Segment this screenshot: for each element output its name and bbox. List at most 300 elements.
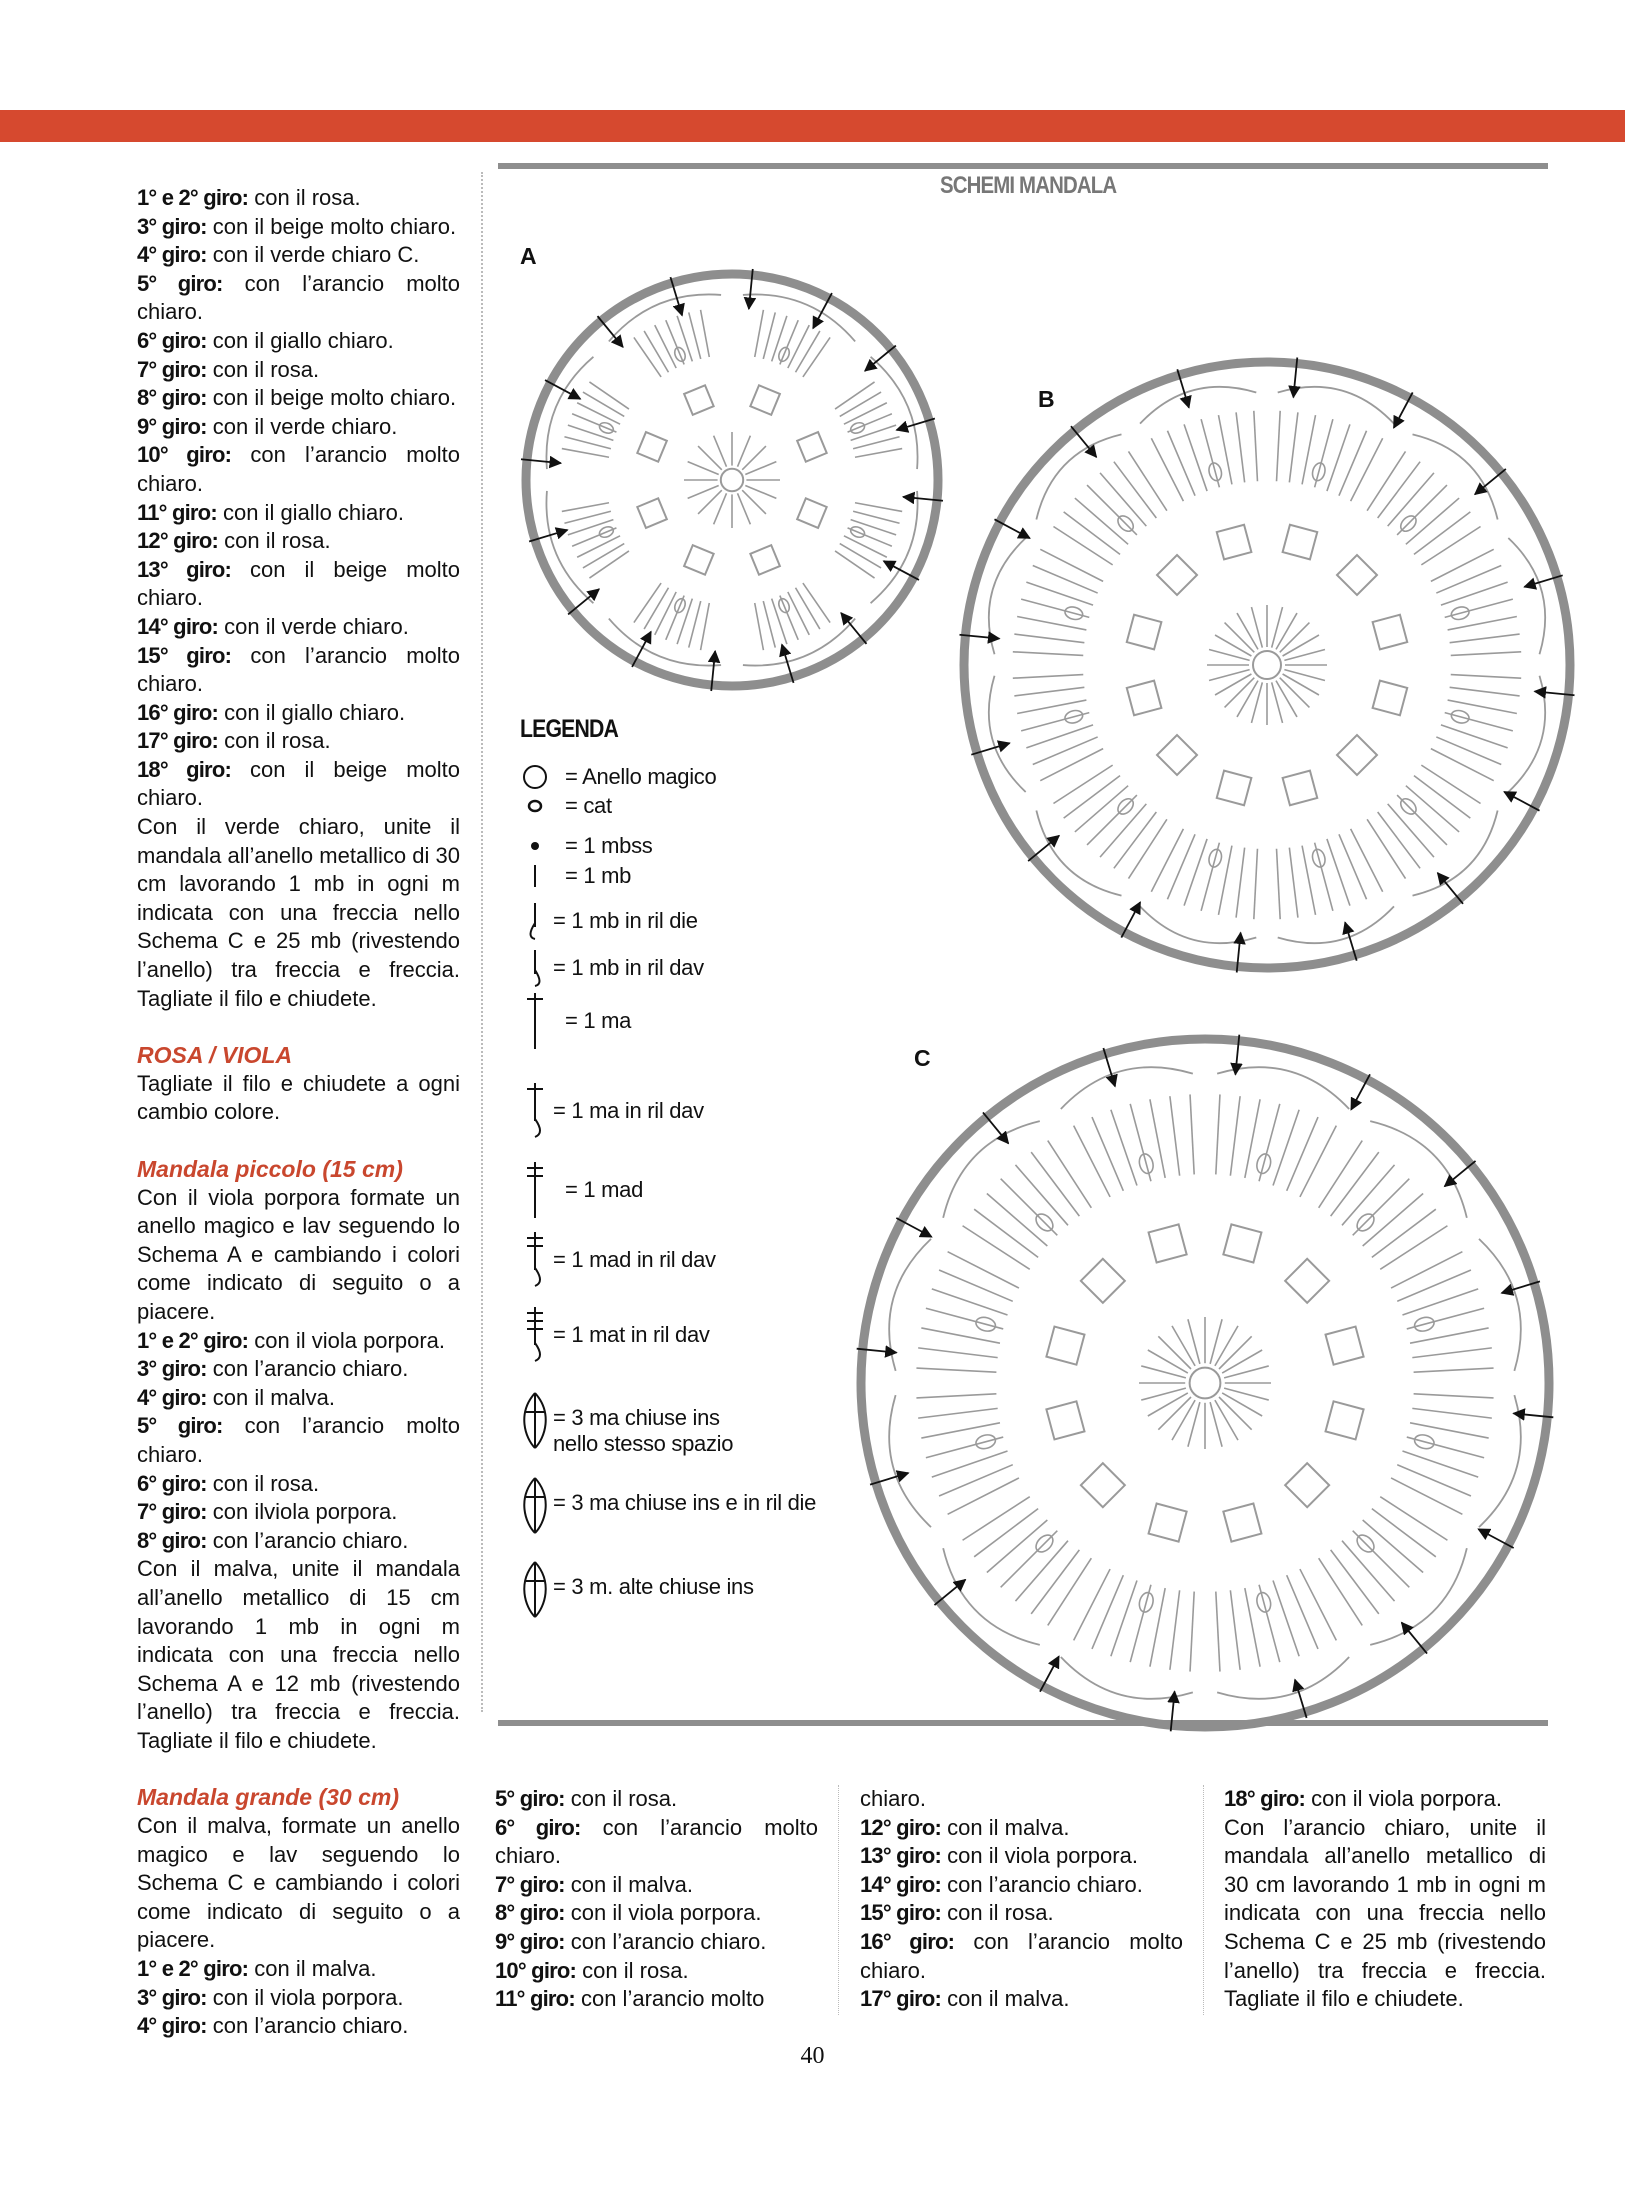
legend-item-label: = 3 m. alte chiuse ins (553, 1574, 754, 1599)
fan-stitch (1026, 582, 1093, 605)
instruction-text: con il viola porpora. (1305, 1786, 1502, 1811)
round-label: 7° giro: (495, 1871, 565, 1897)
round-label: 6° giro: (495, 1814, 581, 1840)
fan-stitch (987, 1520, 1047, 1573)
fan-stitch (835, 382, 875, 409)
fan-stitch (1087, 795, 1137, 845)
instruction-text: con il beige molto chiaro. (206, 213, 457, 239)
instruction-text: con il malva. (564, 1871, 694, 1897)
round-label: 1° e 2° giro: (137, 185, 249, 210)
legend-item-label: = 1 mat in ril dav (553, 1322, 710, 1347)
diamond-motif (1326, 1401, 1364, 1439)
round-label: 14° giro: (137, 613, 219, 639)
ring-outline (526, 274, 938, 686)
fan-stitch (1184, 839, 1207, 906)
fan-stitch (1015, 1541, 1068, 1601)
fan-stitch (1331, 1152, 1379, 1216)
join-arrow (1071, 426, 1096, 457)
scallop-edge (989, 676, 1026, 792)
scallop-edge (889, 1395, 931, 1527)
spoke-stitch (742, 490, 766, 514)
fan-stitch (1254, 411, 1258, 481)
fan-stitch (1363, 1193, 1423, 1246)
instruction-text: con il malva. (248, 1956, 377, 1982)
scallop-edge (1061, 1657, 1193, 1699)
fan-stitch (1031, 1550, 1079, 1614)
fan-stitch (840, 392, 881, 416)
instruction-text: con il malva. (941, 1986, 1070, 2012)
fan-stitch (1406, 498, 1459, 544)
spoke-stitch (1158, 1397, 1191, 1430)
instruction-text: con il viola porpora. (206, 1984, 404, 2010)
round-label: 1° e 2° giro: (137, 1956, 249, 1982)
fan-stitch (655, 325, 676, 368)
fan-stitch (1013, 652, 1083, 656)
legend-item (553, 908, 698, 934)
fan-stitch (932, 1451, 1008, 1477)
fan-stitch (1014, 687, 1084, 696)
legend-item-label: = 1 ma in ril dav (553, 1098, 704, 1123)
fan-stitch (1236, 848, 1245, 918)
scallop-edge (1479, 1395, 1521, 1527)
spoke-stitch (714, 436, 727, 467)
round-label: 4° giro: (137, 242, 207, 268)
fan-stitch (1448, 616, 1517, 629)
fan-stitch (788, 325, 809, 368)
round-label: 18° giro: (1224, 1786, 1306, 1811)
diamond-motif (1285, 1259, 1329, 1303)
fan-stitch (1026, 725, 1093, 748)
fan-stitch (1353, 1531, 1410, 1588)
fan-stitch (1388, 473, 1434, 526)
spoke-stitch (1225, 678, 1255, 708)
fan-stitch (1342, 1541, 1395, 1601)
instruction-text: Con il malva, formate un anello magico e lav seguendo lo Schema C e cambiando i colori come indicato di seguito o a piacere. (137, 1813, 460, 1953)
join-arrow (1028, 836, 1059, 861)
legend-item-label: = 3 ma chiuse ins e in ril die (553, 1490, 817, 1515)
page-number: 40 (800, 2043, 825, 2069)
fan-stitch (1302, 415, 1315, 484)
fan-stitch (1436, 737, 1501, 765)
round-label: 5° giro: (137, 1413, 223, 1439)
fan-stitch (1397, 1270, 1471, 1301)
fan-stitch (1216, 1592, 1220, 1672)
fan-stitch (1277, 411, 1281, 481)
fan-stitch (564, 511, 610, 523)
fan-stitch (1450, 687, 1520, 696)
instruction-text: con l’arancio molto chiaro. (137, 442, 460, 496)
fan-stitch (1273, 1580, 1299, 1656)
fan-stitch (1092, 1575, 1123, 1649)
round-label: 7° giro: (137, 356, 207, 382)
spoke-stitch (1280, 678, 1310, 708)
legend-item (565, 833, 652, 859)
diamond-motif (1326, 1327, 1364, 1365)
double-crochet-symbol (527, 993, 543, 1049)
fan-stitch (1150, 1588, 1165, 1667)
scallop-edge (1508, 538, 1545, 654)
fan-stitch (1410, 1328, 1489, 1343)
scallop-edge (1508, 676, 1545, 792)
instruction-text: con il beige molto chiaro. (206, 385, 457, 411)
fan-stitch (1441, 582, 1508, 605)
fan-stitch (1151, 829, 1183, 892)
spoke-stitch (738, 436, 751, 467)
diamond-motif (684, 385, 714, 415)
instruction-text: con il viola porpora. (941, 1843, 1138, 1869)
instruction-text: con il giallo chiaro. (216, 499, 404, 525)
scallop-edge (1217, 1067, 1349, 1109)
round-label: 3° giro: (137, 1356, 207, 1382)
fan-stitch (577, 403, 620, 424)
back-post-treble-symbol (527, 1232, 543, 1286)
cluster-symbol (524, 1393, 545, 1448)
spoke-stitch (698, 446, 722, 470)
spoke-stitch (1219, 1336, 1252, 1369)
fan-stitch (796, 588, 820, 629)
diamond-motif (750, 545, 780, 575)
instruction-text: con il rosa. (248, 185, 361, 210)
legend-item (565, 1177, 643, 1203)
instruction-text: con il giallo chiaro. (206, 327, 394, 353)
spoke-stitch (698, 490, 722, 514)
fan-stitch (974, 1509, 1038, 1557)
fan-stitch (1111, 1580, 1137, 1656)
spoke-stitch (745, 462, 776, 475)
round-label: 17° giro: (137, 728, 219, 754)
diamond-motif (1337, 735, 1377, 775)
fan-stitch (644, 588, 668, 629)
fan-stitch (1184, 424, 1207, 491)
diamond-motif (1283, 771, 1318, 806)
fan-stitch (1128, 451, 1166, 510)
legend-item (565, 764, 716, 790)
fan-stitch (1033, 565, 1098, 593)
fan-stitch (1170, 1096, 1180, 1175)
diamond-motif (1283, 525, 1318, 560)
legend-item-label: = 1 mad in ril dav (553, 1247, 716, 1272)
fan-stitch (1406, 786, 1459, 832)
spoke-stitch (688, 462, 719, 475)
fan-stitch (796, 331, 820, 372)
legend-item-label: = 1 mb (565, 863, 632, 888)
instruction-text: con il beige molto chiaro. (137, 756, 460, 811)
legend-item (553, 1405, 733, 1457)
fan-stitch (1287, 1117, 1318, 1191)
fan-stitch (755, 310, 764, 357)
fan-stitch (1397, 1465, 1471, 1496)
fan-stitch (1339, 834, 1367, 899)
fan-stitch (1302, 846, 1315, 915)
instruction-text: con il verde chiaro. (206, 413, 398, 439)
fan-stitch (689, 601, 701, 647)
fan-stitch (1114, 462, 1156, 518)
fan-stitch (1015, 1165, 1068, 1225)
round-label: 7° giro: (137, 1499, 207, 1525)
instruction-text: con ilviola porpora. (206, 1499, 398, 1525)
instruction-text: Con il viola porpora formate un anello magico e lav seguendo lo Schema A e cambiando i colori come indicato di seguito o a piacere. (137, 1184, 460, 1324)
fan-stitch (963, 1226, 1030, 1270)
instruction-text: con l’arancio chiaro. (206, 2013, 409, 2039)
fan-stitch (1064, 776, 1120, 818)
fan-stitch (788, 592, 809, 635)
instruction-text: con il rosa. (564, 1786, 678, 1811)
fan-stitch (583, 544, 624, 568)
spoke-stitch (1225, 623, 1255, 653)
fan-stitch (1378, 462, 1420, 518)
instruction-text: con l’arancio molto chiaro. (137, 1413, 460, 1467)
instruction-text: con il rosa. (206, 1470, 320, 1496)
fan-stitch (921, 1328, 1000, 1343)
fan-stitch (844, 403, 887, 424)
round-label: 5° giro: (495, 1786, 565, 1811)
fan-stitch (939, 1270, 1013, 1301)
fan-stitch (1414, 1394, 1494, 1398)
fan-stitch (701, 310, 710, 357)
fan-stitch (1167, 431, 1195, 496)
fan-stitch (1236, 412, 1245, 482)
scallop-edge (1278, 906, 1394, 943)
back-post-sc-symbol (535, 950, 540, 986)
fan-stitch (1167, 834, 1195, 899)
diamond-motif (1149, 1504, 1187, 1542)
diamond-motif (1081, 1259, 1125, 1303)
legend-item-label: = cat (565, 793, 612, 818)
legend-item (553, 1322, 710, 1348)
fan-stitch (1254, 849, 1258, 919)
spoke-stitch (714, 493, 727, 524)
diamond-motif (1127, 615, 1162, 650)
fan-stitch (1414, 776, 1470, 818)
fan-stitch (948, 1478, 1019, 1514)
fan-stitch (1380, 1226, 1447, 1270)
fan-stitch (1259, 1585, 1280, 1662)
instruction-text: con l’arancio molto chiaro. (137, 642, 460, 697)
instruction-text: con il rosa. (206, 356, 320, 382)
diagram-label-c: C (914, 1045, 931, 1071)
fan-stitch (1367, 819, 1405, 878)
fan-stitch (634, 583, 661, 623)
fan-stitch (1412, 1408, 1491, 1418)
fan-stitch (1013, 675, 1083, 679)
legend-item (553, 1098, 704, 1124)
scallop-edge (889, 1239, 931, 1371)
fan-stitch (1075, 498, 1128, 544)
fan-stitch (1319, 1141, 1363, 1208)
diamond-motif (1157, 735, 1197, 775)
fan-stitch (803, 583, 830, 623)
fan-stitch (1001, 1531, 1058, 1588)
diamond-motif (1285, 1463, 1329, 1507)
instruction-text: con il viola porpora. (564, 1900, 762, 1926)
front-post-sc-symbol (531, 903, 536, 939)
legend-title: LEGENDA (520, 715, 618, 743)
magic-ring-symbol (524, 766, 546, 788)
fan-stitch (1342, 1165, 1395, 1225)
fan-stitch (803, 337, 830, 377)
scallop-edge (1140, 387, 1256, 424)
instruction-text: con l’arancio chiaro. (206, 1527, 409, 1553)
mandala-diagram-a (521, 269, 943, 691)
round-label: 16° giro: (137, 699, 219, 725)
diamond-motif (1149, 1224, 1187, 1262)
legend-item (565, 863, 631, 889)
instruction-text: con l’arancio molto chiaro. (137, 270, 460, 325)
fan-stitch (1448, 700, 1517, 713)
fan-stitch (1327, 424, 1350, 491)
round-label: 6° giro: (137, 1470, 207, 1496)
legend-item-label-2: nello stesso spazio (553, 1431, 734, 1456)
fan-stitch (1414, 1368, 1494, 1372)
legend-item-label: = 1 ma (565, 1008, 632, 1033)
fan-stitch (763, 601, 775, 647)
diamond-motif (1337, 555, 1377, 595)
fan-stitch (916, 1368, 996, 1372)
fan-stitch (1407, 1308, 1484, 1329)
ring-outline (964, 362, 1570, 968)
instruction-text: con l’arancio molto chiaro. (495, 1814, 818, 1869)
spoke-stitch (1158, 1336, 1191, 1369)
center-ring (1190, 1368, 1221, 1399)
instruction-text: Con il verde chiaro, unite il mandala all’anello metallico di 30 cm lavorando 1 mb in ogni m indicata con una freccia nello Schema C e 25 mb (rivestendo l’anello) tra freccia e freccia. Tagliate il filo e chiudete. (137, 814, 460, 1011)
fan-stitch (1277, 849, 1281, 919)
fan-stitch (689, 312, 701, 358)
scallop-edge (989, 538, 1026, 654)
slip-stitch-symbol (531, 842, 539, 850)
fan-stitch (763, 312, 775, 358)
fan-stitch (1421, 765, 1480, 803)
fan-stitch (1289, 848, 1298, 918)
diamond-motif (637, 498, 667, 528)
round-label: 10° giro: (137, 442, 232, 468)
fan-stitch (835, 551, 875, 578)
instruction-text: con il verde chiaro C. (206, 242, 420, 268)
diamond-motif (797, 432, 827, 462)
round-label: 10° giro: (495, 1957, 577, 1983)
fan-stitch (987, 1193, 1047, 1246)
fan-stitch (1391, 1478, 1462, 1514)
round-label: 8° giro: (137, 1527, 207, 1553)
fan-stitch (1391, 1252, 1462, 1288)
fan-stitch (562, 449, 609, 458)
fan-stitch (1230, 1590, 1240, 1669)
instruction-text: con il verde chiaro. (218, 613, 409, 639)
fan-stitch (1372, 1209, 1436, 1257)
instruction-text: con l’arancio molto (574, 1986, 765, 2012)
fan-stitch (589, 551, 629, 578)
fan-stitch (1100, 804, 1146, 857)
round-label: 17° giro: (860, 1986, 942, 2012)
join-arrow (1438, 873, 1463, 904)
fan-stitch (974, 1209, 1038, 1257)
legend-item (553, 1490, 816, 1516)
fan-stitch (1421, 526, 1480, 564)
round-label: 13° giro: (860, 1843, 942, 1869)
fan-stitch (1218, 846, 1231, 915)
round-label: 4° giro: (137, 1384, 207, 1410)
diagram-label-a: A (520, 243, 537, 269)
round-label: 13° giro: (137, 556, 231, 582)
diamond-motif (797, 498, 827, 528)
instruction-text: con il malva. (206, 1384, 336, 1410)
instruction-text: con il rosa. (941, 1900, 1054, 1926)
fan-stitch (1351, 438, 1383, 501)
diamond-motif (684, 545, 714, 575)
instruction-text: con il rosa. (218, 528, 331, 554)
fan-stitch (1092, 1117, 1123, 1191)
fan-stitch (1451, 675, 1521, 679)
fan-stitch (1075, 786, 1128, 832)
fan-stitch (1230, 1096, 1240, 1175)
diamond-motif (1046, 1401, 1084, 1439)
fan-stitch (1111, 1110, 1137, 1186)
diamond-motif (1127, 681, 1162, 716)
ring-outline (861, 1039, 1549, 1727)
fan-stitch (1287, 1575, 1318, 1649)
chain-symbol (529, 801, 541, 811)
fan-stitch (1128, 819, 1166, 878)
instruction-text: con il malva. (941, 1814, 1070, 1840)
fan-stitch (853, 511, 899, 523)
subheading: Mandala grande (30 cm) (137, 1784, 400, 1811)
round-label: 11° giro: (495, 1986, 575, 2012)
fan-stitch (1431, 749, 1494, 781)
instruction-text: con il beige molto chiaro. (137, 556, 460, 611)
fan-stitch (701, 603, 710, 650)
spoke-stitch (1219, 1397, 1252, 1430)
fan-stitch (1031, 1152, 1079, 1216)
round-label: 1° e 2° giro: (137, 1327, 249, 1353)
fan-stitch (1351, 829, 1383, 892)
round-label: 8° giro: (495, 1900, 565, 1926)
round-label: 15° giro: (137, 642, 232, 668)
fan-stitch (855, 503, 902, 512)
fan-stitch (1451, 652, 1521, 656)
instruction-text: con il viola porpora. (248, 1327, 446, 1353)
fan-stitch (1053, 765, 1112, 803)
fan-stitch (1431, 549, 1494, 581)
fan-stitch (1259, 1104, 1280, 1181)
spoke-stitch (745, 486, 776, 499)
instruction-text: Tagliate il filo e chiudete a ogni cambio colore. (137, 1070, 460, 1125)
fan-stitch (1380, 1497, 1447, 1541)
instruction-text: con l’arancio molto chiaro. (860, 1928, 1183, 1983)
instruction-text: con il giallo chiaro. (218, 699, 406, 725)
legend-item (553, 955, 704, 981)
fan-stitch (1190, 1094, 1194, 1174)
legend-item-label: = Anello magico (565, 764, 717, 789)
fan-stitch (918, 1348, 997, 1358)
fan-stitch (1170, 1590, 1180, 1669)
fan-stitch (1245, 1588, 1260, 1667)
scallop-edge (1140, 906, 1256, 943)
fan-stitch (1339, 431, 1367, 496)
round-label: 14° giro: (860, 1871, 942, 1897)
legend-item-label: = 1 mb in ril dav (553, 955, 704, 980)
subheading: ROSA / VIOLA (137, 1042, 293, 1069)
diamond-motif (1373, 681, 1408, 716)
fan-stitch (1273, 1110, 1299, 1186)
back-post-dc-symbol (527, 1083, 543, 1137)
center-ring (721, 469, 743, 491)
diamond-motif (1157, 555, 1197, 595)
fan-stitch (1441, 725, 1508, 748)
fan-stitch (921, 1423, 1000, 1438)
scallop-edge (1278, 387, 1394, 424)
diamond-motif (1046, 1327, 1084, 1365)
diamond-motif (1081, 1463, 1125, 1507)
fan-stitch (926, 1437, 1003, 1458)
